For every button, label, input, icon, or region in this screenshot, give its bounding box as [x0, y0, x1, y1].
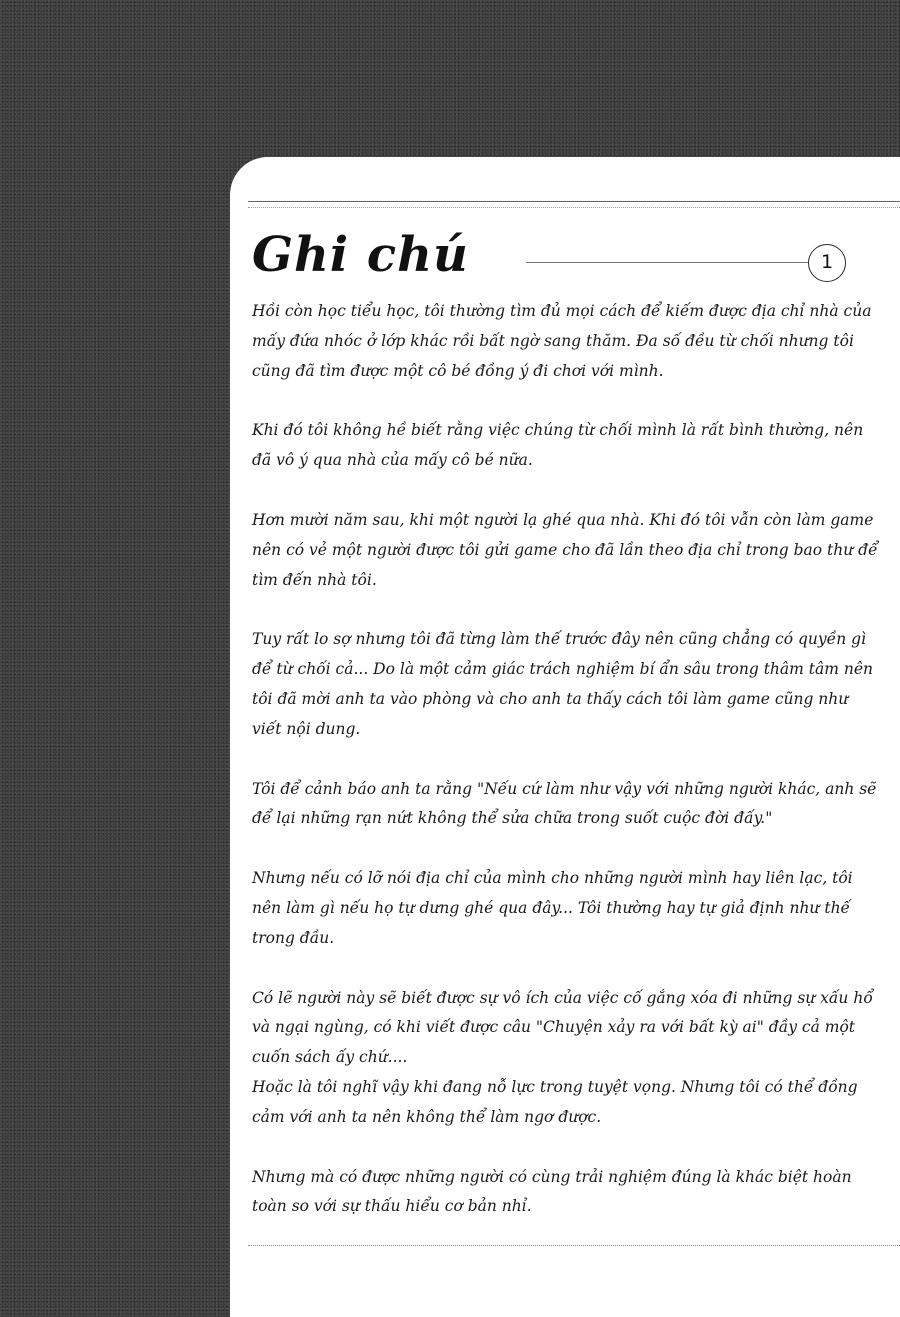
- note-card: [230, 157, 900, 1317]
- top-dotted-rule: [248, 207, 900, 208]
- note-body: [252, 297, 880, 1252]
- note-paragraph: Hồi còn học tiểu học, tôi thường tìm đủ mọi cách để kiếm được địa chỉ nhà của mấy đứa nhóc ở lớp khác rồi bất ngờ sang thăm. Đa số đều từ chối nhưng tôi cũng đã tìm được một cô bé đồng ý đi chơi với mình.: [252, 302, 872, 380]
- note-paragraph: Tôi để cảnh báo anh ta rằng "Nếu cứ làm như vậy với những người khác, anh sẽ để lại những rạn nứt không thể sửa chữa trong suốt cuộc đời đấy.": [252, 779, 877, 828]
- note-paragraph: Có lẽ người này sẽ biết được sự vô ích của việc cố gắng xóa đi những sự xấu hổ và ngại ngùng, có khi viết được câu "Chuyện xảy ra với bất kỳ ai" đầy cả một cuốn sách ấy chứ.... Hoặc là tôi nghĩ vậy khi đang nỗ lực trong tuyệt vọng. Nhưng tôi có thể đồng cảm với anh ta nên không thể làm ngơ được.: [252, 988, 873, 1126]
- note-paragraph: Nhưng mà có được những người có cùng trải nghiệm đúng là khác biệt hoàn toàn so với sự thấu hiểu cơ bản nhỉ.: [252, 1167, 852, 1216]
- bottom-dotted-rule: [248, 1245, 900, 1246]
- note-title: Ghi chú: [252, 227, 469, 283]
- note-paragraph: Hơn mười năm sau, khi một người lạ ghé qua nhà. Khi đó tôi vẫn còn làm game nên có vẻ một người được tôi gửi game cho đã lần theo địa chỉ trong bao thư để tìm đến nhà tôi.: [252, 510, 878, 589]
- note-paragraph: Nhưng nếu có lỡ nói địa chỉ của mình cho những người mình hay liên lạc, tôi nên làm gì nếu họ tự dưng ghé qua đây... Tôi thường hay tự giả định như thế trong đầu.: [252, 869, 853, 947]
- note-paragraph: Tuy rất lo sợ nhưng tôi đã từng làm thế trước đây nên cũng chẳng có quyền gì để từ chối cả... Do là một cảm giác trách nghiệm bí ẩn sâu trong thâm tâm nên tôi đã mời anh ta vào phòng và cho anh ta thấy cách tôi làm game cũng như viết nội dung.: [252, 630, 873, 738]
- title-leader-line: [526, 262, 808, 263]
- top-rule-line: [248, 201, 900, 202]
- page-number-badge: 1: [808, 244, 846, 282]
- note-paragraph: Khi đó tôi không hề biết rằng việc chúng từ chối mình là rất bình thường, nên đã vô ý qua nhà của mấy cô bé nữa.: [252, 421, 864, 470]
